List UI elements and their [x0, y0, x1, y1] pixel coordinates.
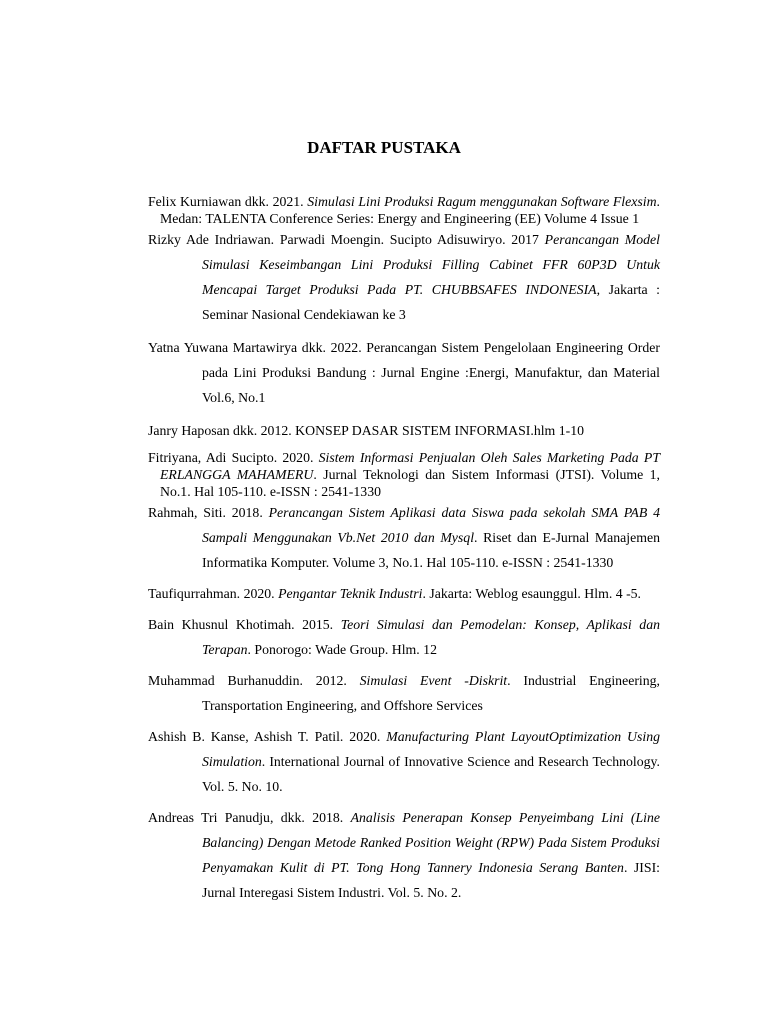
reference-entry: Ashish B. Kanse, Ashish T. Patil. 2020. Manufacturing Plant LayoutOptimization Using Simulation. International Journal of Innovative Science and Research Technology. Vol. 5. No. 10.: [148, 729, 660, 794]
reference-list: [148, 193, 660, 905]
reference-entry: Janry Haposan dkk. 2012. KONSEP DASAR SISTEM INFORMASI.hlm 1-10: [148, 423, 585, 438]
reference-entry: Muhammad Burhanuddin. 2012. Simulasi Event -Diskrit. Industrial Engineering, Transportation Engineering, and Offshore Services: [148, 673, 660, 713]
reference-entry: Yatna Yuwana Martawirya dkk. 2022. Perancangan Sistem Pengelolaan Engineering Order pada Lini Produksi Bandung : Jurnal Engine :Energi, Manufaktur, dan Material Vol.6, No.1: [148, 340, 660, 405]
reference-entry: Rahmah, Siti. 2018. Perancangan Sistem Aplikasi data Siswa pada sekolah SMA PAB 4 Sampali Menggunakan Vb.Net 2010 dan Mysql. Riset dan E-Jurnal Manajemen Informatika Komputer. Volume 3, No.1. Hal 105-110. e-ISSN : 2541-1330: [148, 505, 660, 570]
reference-entry: Taufiqurrahman. 2020. Pengantar Teknik Industri. Jakarta: Weblog esaunggul. Hlm. 4 -5.: [148, 586, 642, 601]
reference-entry: Fitriyana, Adi Sucipto. 2020. Sistem Informasi Penjualan Oleh Sales Marketing Pada PT ERLANGGA MAHAMERU. Jurnal Teknologi dan Sistem Informasi (JTSI). Volume 1, No.1. Hal 105-110. e-ISSN : 2541-1330: [148, 450, 660, 499]
reference-entry: Andreas Tri Panudju, dkk. 2018. Analisis Penerapan Konsep Penyeimbang Lini (Line Balancing) Dengan Metode Ranked Position Weight (RPW) Pada Sistem Produksi Penyamakan Kulit di PT. Tong Hong Tannery Indonesia Serang Banten. JISI: Jurnal Interegasi Sistem Industri. Vol. 5. No. 2.: [148, 810, 660, 900]
reference-entry: Felix Kurniawan dkk. 2021. Simulasi Lini Produksi Ragum menggunakan Software Flexsim. Medan: TALENTA Conference Series: Energy and Engineering (EE) Volume 4 Issue 1: [148, 194, 660, 226]
reference-entry: Rizky Ade Indriawan. Parwadi Moengin. Sucipto Adisuwiryo. 2017 Perancangan Model Simulasi Keseimbangan Lini Produksi Filling Cabinet FFR 60P3D Untuk Mencapai Target Produksi Pada PT. CHUBBSAFES INDONESIA, Jakarta : Seminar Nasional Cendekiawan ke 3: [148, 232, 660, 322]
reference-entry: Bain Khusnul Khotimah. 2015. Teori Simulasi dan Pemodelan: Konsep, Aplikasi dan Terapan. Ponorogo: Wade Group. Hlm. 12: [148, 617, 660, 657]
page-title: DAFTAR PUSTAKA: [307, 138, 461, 157]
